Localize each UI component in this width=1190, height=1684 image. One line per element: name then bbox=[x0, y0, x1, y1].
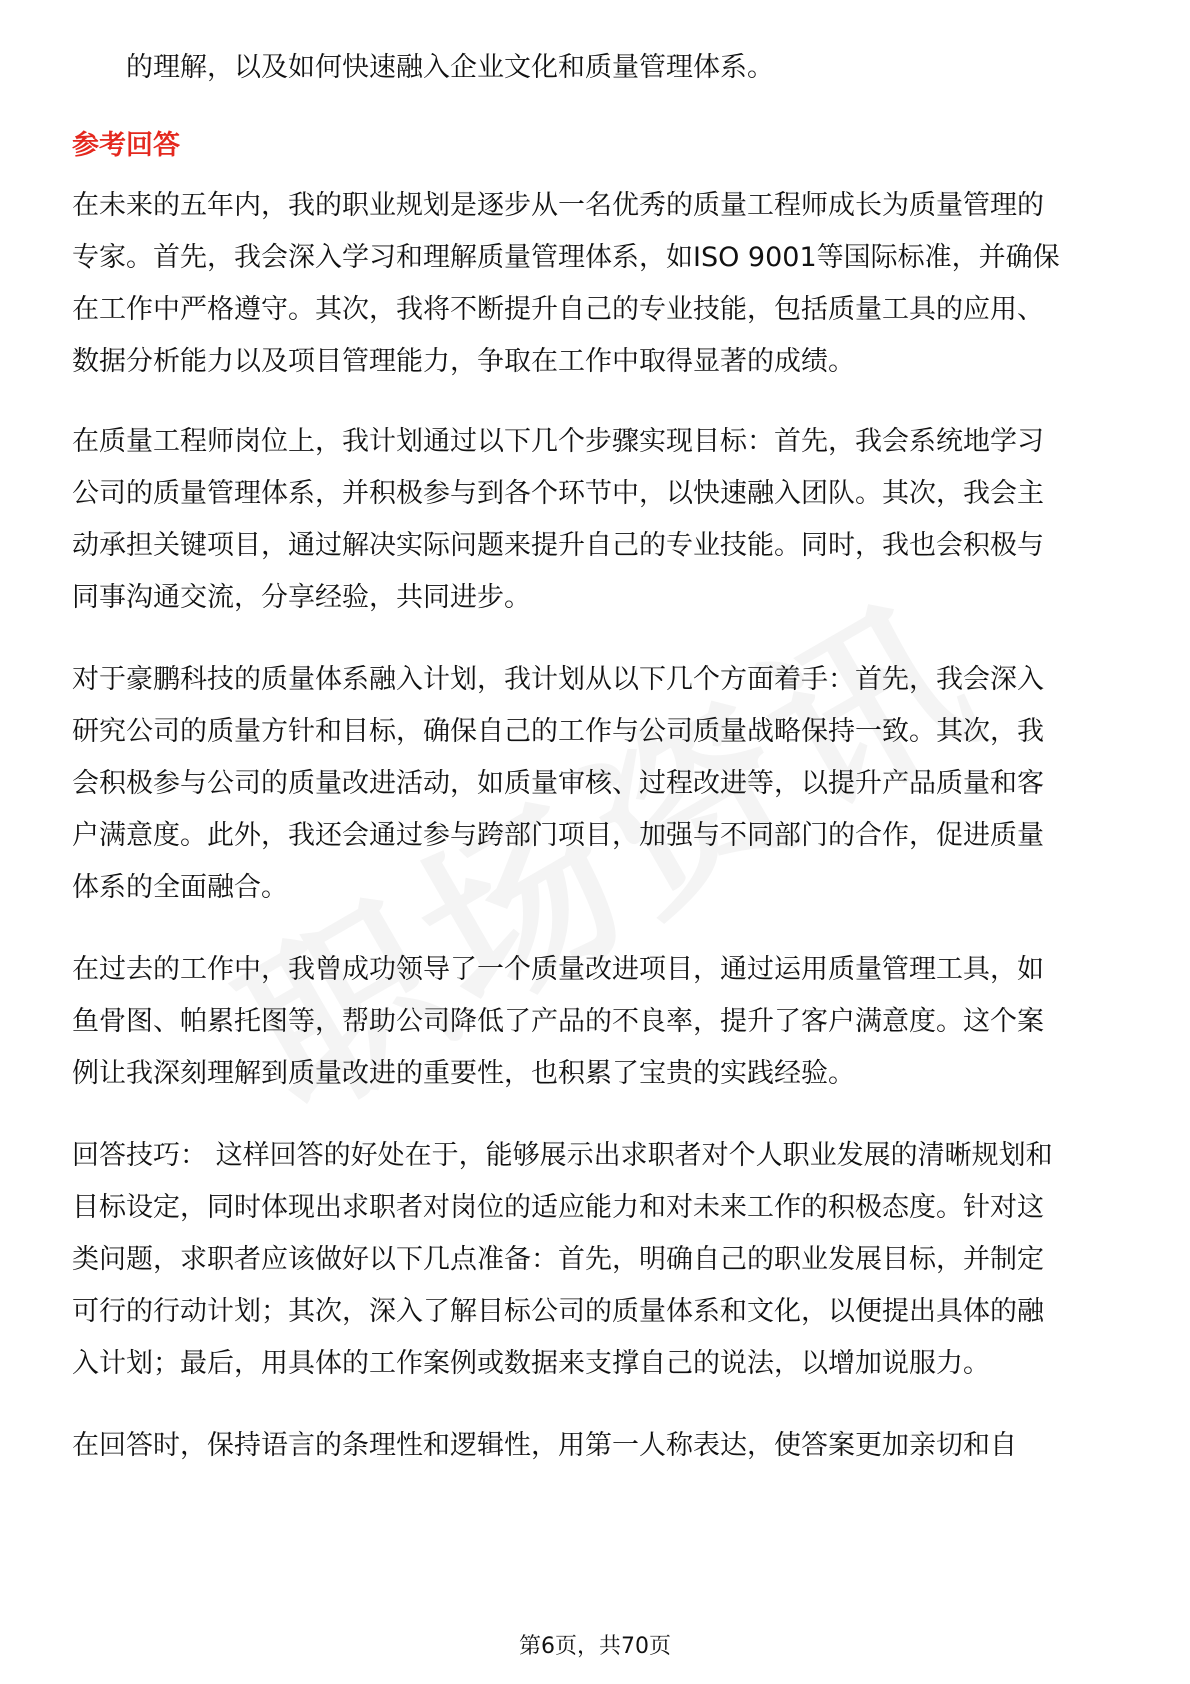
paragraph-line: 对于豪鹏科技的质量体系融入计划，我计划从以下几个方面着手：首先，我会深入 bbox=[72, 664, 1044, 695]
paragraph-line: 目标设定，同时体现出求职者对岗位的适应能力和对未来工作的积极态度。针对这 bbox=[72, 1192, 1044, 1223]
paragraph-line: 在回答时，保持语言的条理性和逻辑性，用第一人称表达，使答案更加亲切和自 bbox=[72, 1430, 1017, 1461]
paragraph-line: 研究公司的质量方针和目标，确保自己的工作与公司质量战略保持一致。其次，我 bbox=[72, 716, 1044, 747]
paragraph-line: 专家。首先，我会深入学习和理解质量管理体系，如ISO 9001等国际标准，并确保 bbox=[72, 242, 1060, 273]
section-heading: 参考回答 bbox=[72, 130, 180, 161]
paragraph-line: 在工作中严格遵守。其次，我将不断提升自己的专业技能，包括质量工具的应用、 bbox=[72, 294, 1044, 325]
paragraph-line: 例让我深刻理解到质量改进的重要性，也积累了宝贵的实践经验。 bbox=[72, 1058, 855, 1089]
paragraph-line: 可行的行动计划；其次，深入了解目标公司的质量体系和文化，以便提出具体的融 bbox=[72, 1296, 1044, 1327]
paragraph-line: 公司的质量管理体系，并积极参与到各个环节中，以快速融入团队。其次，我会主 bbox=[72, 478, 1044, 509]
paragraph-line: 在质量工程师岗位上，我计划通过以下几个步骤实现目标：首先，我会系统地学习 bbox=[72, 426, 1044, 457]
paragraph-line: 鱼骨图、帕累托图等，帮助公司降低了产品的不良率，提升了客户满意度。这个案 bbox=[72, 1006, 1044, 1037]
paragraph-line: 同事沟通交流，分享经验，共同进步。 bbox=[72, 582, 531, 613]
paragraph-line: 在过去的工作中，我曾成功领导了一个质量改进项目，通过运用质量管理工具，如 bbox=[72, 954, 1044, 985]
paragraph-line: 在未来的五年内，我的职业规划是逐步从一名优秀的质量工程师成长为质量管理的 bbox=[72, 190, 1044, 221]
paragraph-line: 户满意度。此外，我还会通过参与跨部门项目，加强与不同部门的合作，促进质量 bbox=[72, 820, 1044, 851]
page-footer: 第6页，共70页 bbox=[519, 1634, 671, 1659]
paragraph-line: 数据分析能力以及项目管理能力，争取在工作中取得显著的成绩。 bbox=[72, 346, 855, 377]
paragraph-line: 体系的全面融合。 bbox=[72, 872, 288, 903]
paragraph-line: 入计划；最后，用具体的工作案例或数据来支撑自己的说法，以增加说服力。 bbox=[72, 1348, 990, 1379]
paragraph-line: 会积极参与公司的质量改进活动，如质量审核、过程改进等，以提升产品质量和客 bbox=[72, 768, 1044, 799]
paragraph-line: 回答技巧： 这样回答的好处在于，能够展示出求职者对个人职业发展的清晰规划和 bbox=[72, 1140, 1053, 1171]
continuation-line: 的理解，以及如何快速融入企业文化和质量管理体系。 bbox=[126, 52, 774, 83]
paragraph-line: 类问题，求职者应该做好以下几点准备：首先，明确自己的职业发展目标，并制定 bbox=[72, 1244, 1044, 1275]
paragraph-line: 动承担关键项目，通过解决实际问题来提升自己的专业技能。同时，我也会积极与 bbox=[72, 530, 1044, 561]
